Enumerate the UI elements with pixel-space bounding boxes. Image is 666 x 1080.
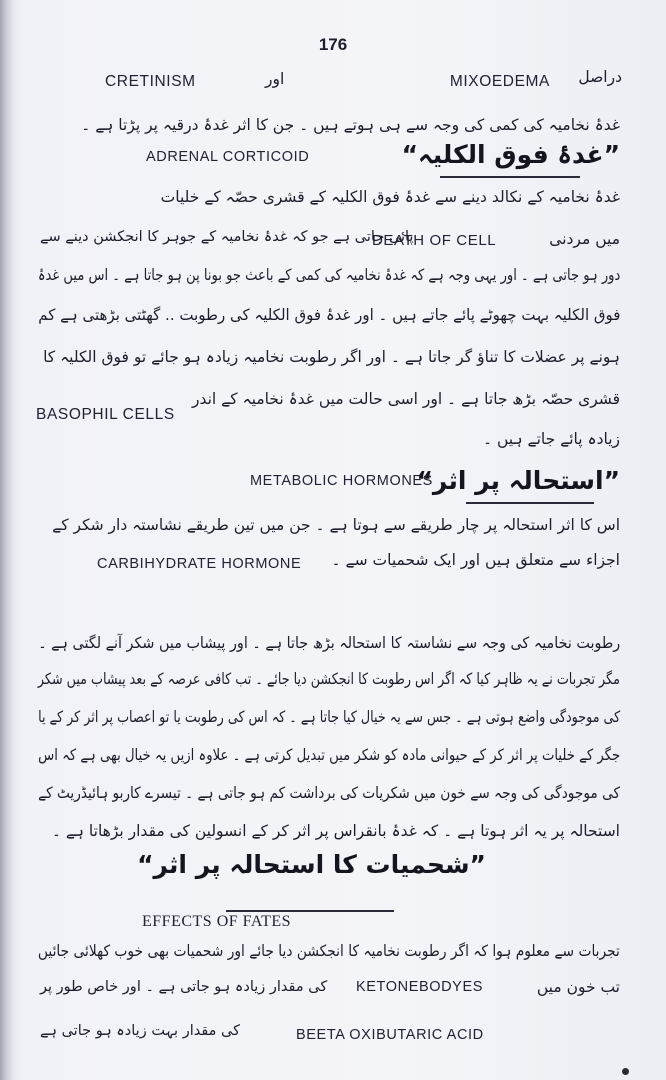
term-basophil-cells: BASOPHIL CELLS [36, 406, 175, 423]
term-adrenal-corticoid: ADRENAL CORTICOID [146, 149, 310, 165]
section-heading-adrenal: ”غدۂ فوق الکلیہ“ [401, 140, 620, 169]
text-line: دور ہو جاتی ہے ۔ اور یہی وجہ ہے کہ غدۂ نخامیہ کی کمی کے باعث جو بونا پن ہو جاتا ہے ۔ اس میں غدۂ [37, 266, 620, 284]
text-fragment: قشری حصّہ بڑھ جاتا ہے ۔ اور اسی حالت میں غدۂ نخامیہ کے اندر [192, 390, 620, 408]
text-line: رطوبت نخامیہ کی وجہ سے نشاستہ کا استحالہ بڑھ جاتا ہے ۔ اور پیشاب میں شکر آنے لگتی ہے ۔ [37, 634, 620, 652]
text-fragment: تب خون میں [536, 978, 620, 996]
text-fragment: اجزاء سے متعلق ہیں اور ایک شحمیات سے ۔ [331, 551, 620, 569]
section-heading-metabolism: ”استحالہ پر اثر“ [416, 466, 620, 495]
term-metabolic-hormones: METABOLIC HORMONES [250, 473, 433, 489]
term-effects-of-fates: EFFECTS OF FATES [142, 913, 292, 930]
text-line: زیادہ پائے جاتے ہیں ۔ [483, 430, 620, 448]
term-mixoedema: MIXOEDEMA [449, 73, 550, 90]
text-line: غدۂ نخامیہ کے نکالد دینے سے غدۂ فوق الکلیہ کے قشری حصّہ کے خلیات [160, 188, 620, 206]
text-fragment: کی مقدار زیادہ ہو جاتی ہے ۔ اور خاص طور پر [40, 979, 328, 995]
text-line: ہونے پر عضلات کا تناؤ گر جاتا ہے ۔ اور اگر رطوبت نخامیہ زیادہ ہو جائے تو فوق الکلیہ کا [43, 348, 620, 366]
binding-shadow [0, 0, 14, 1080]
term-ketonebodyes: KETONEBODYES [356, 979, 483, 995]
term-death-of-cell: DEATH OF CELL [372, 232, 497, 249]
text-line: تجربات سے معلوم ہوا کہ اگر رطوبت نخامیہ کا انجکشن دیا جائے اور شحمیات بھی خوب کھلائی جائیں [38, 942, 620, 960]
text-line: مگر تجربات نے یہ ظاہر کیا کہ اگر اس رطوبت کا انجکشن دیا جائے ۔ تب کافی عرصہ کے بعد پیشاب میں شکر [37, 670, 620, 688]
page-number: 176 [318, 35, 348, 54]
text-line: فوق الکلیہ بہت چھوٹے پائے جاتے ہیں ۔ اور غدۂ فوق الکلیہ کی رطوبت .. گھٹتی بڑھتی ہے کم [37, 306, 620, 324]
text-line: کی موجودگی واضع ہوتی ہے ۔ جس سے یہ خیال کیا جاتا ہے ۔ کہ اس کی رطوبت یا تو اعصاب پر اثر کر کے یا [37, 708, 620, 726]
term-beeta-oxibutaric-acid: BEETA OXIBUTARIC ACID [296, 1027, 484, 1043]
text-line: کی موجودگی کی وجہ سے خون میں شکریات کی برداشت کم ہو جاتی ہے ۔ تیسرے کاربو ہائیڈریٹ کے [38, 784, 620, 802]
text-fragment: میں مردنی [549, 230, 620, 248]
text-line: اس کا اثر استحالہ پر چار طریقے سے ہوتا ہے ۔ جن میں تین طریقے نشاستہ دار شکر کے [52, 516, 620, 534]
heading-underline [226, 910, 394, 912]
term-cretinism: CRETINISM [105, 73, 196, 90]
text-fragment: کی مقدار بہت زیادہ ہو جاتی ہے [40, 1023, 241, 1039]
connector-aur: اور [265, 70, 285, 88]
section-heading-fats: ”شحمیات کا استحالہ پر اثر“ [137, 850, 486, 879]
term-carbihydrate-hormone: CARBIHYDRATE HORMONE [97, 556, 302, 572]
text-line: غدۂ نخامیہ کی کمی کی وجہ سے ہی ہوتے ہیں ۔ جن کا اثر غدۂ درقیہ پر پڑتا ہے ۔ [81, 116, 620, 134]
heading-underline [466, 502, 594, 504]
text-line: استحالہ پر یہ اثر ہوتا ہے ۔ کہ غدۂ بانقراس پر اثر کر کے انسولین کی مقدار بڑھاتا ہے ۔ [51, 822, 620, 840]
ink-dot [622, 1068, 629, 1075]
heading-underline [440, 176, 580, 178]
text-fragment: پائی جاتی ہے جو کہ غدۂ نخامیہ کے جوہر کا انجکشن دینے سے [40, 229, 414, 245]
header-word-daraasl: دراصل [578, 68, 622, 86]
text-line: جگر کے خلیات پر اثر کر کے حیوانی مادہ کو شکر میں تبدیل کرتی ہے ۔ علاوہ ازیں یہ خیال بھی ہے کہ اس [37, 746, 620, 764]
